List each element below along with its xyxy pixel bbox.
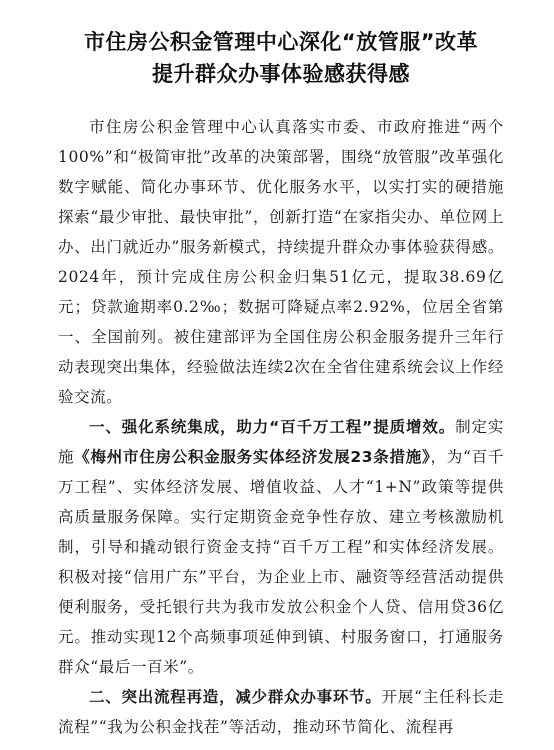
section-1-heading: 一、强化系统集成，助力“百千万工程”提质增效。 — [89, 418, 456, 436]
document-title — [58, 26, 504, 90]
title-line-2: 提升群众办事体验感获得感 — [152, 62, 410, 86]
document-body — [58, 112, 504, 742]
title-line-1: 市住房公积金管理中心深化“放管服”改革 — [83, 30, 479, 54]
section-1-text-b: ，为“百千万工程”、实体经济发展、增值收益、人才“1+N”政策等提供高质量服务保障。实行定期资金竞争性存放、建立考核激励机制，引导和撬动银行资金支持“百千万工程”和实体经济发展。积极对接“信用广东”平台，为企业上市、融资等经营活动提供便利服务，受托银行共为我市发放公积金个人贷、信用贷36亿元。推动实现12个高频事项延伸到镇、村服务窗口，打通服务群众“最后一百米”。 — [58, 448, 504, 676]
section-2-paragraph — [58, 682, 504, 742]
section-1-text-a: 制定实施 — [58, 418, 504, 466]
section-1-paragraph — [58, 412, 504, 682]
section-1-book-title: 《梅州市住房公积金服务实体经济发展23条措施》 — [74, 448, 431, 466]
intro-paragraph: 市住房公积金管理中心认真落实市委、市政府推进“两个100%”和“极简审批”改革的决策部署，围绕“放管服”改革强化数字赋能、简化办事环节、优化服务水平，以实打实的硬措施探索“最少审批、最快审批”，创新打造“在家指尖办、单位网上办、出门就近办”服务新模式，持续提升群众办事体验获得感。2024年，预计完成住房公积金归集51亿元，提取38.69亿元；贷款逾期率0.2‰；数据可降疑点率2.92%，位居全省第一、全国前列。被住建部评为全国住房公积金服务提升三年行动表现突出集体，经验做法连续2次在全省住建系统会议上作经验交流。 — [58, 118, 504, 406]
section-2-heading: 二、突出流程再造，减少群众办事环节。 — [89, 688, 382, 706]
section-2-text: 开展“主任科长走流程”“我为公积金找茬”等活动，推动环节简化、流程再 — [58, 688, 504, 736]
